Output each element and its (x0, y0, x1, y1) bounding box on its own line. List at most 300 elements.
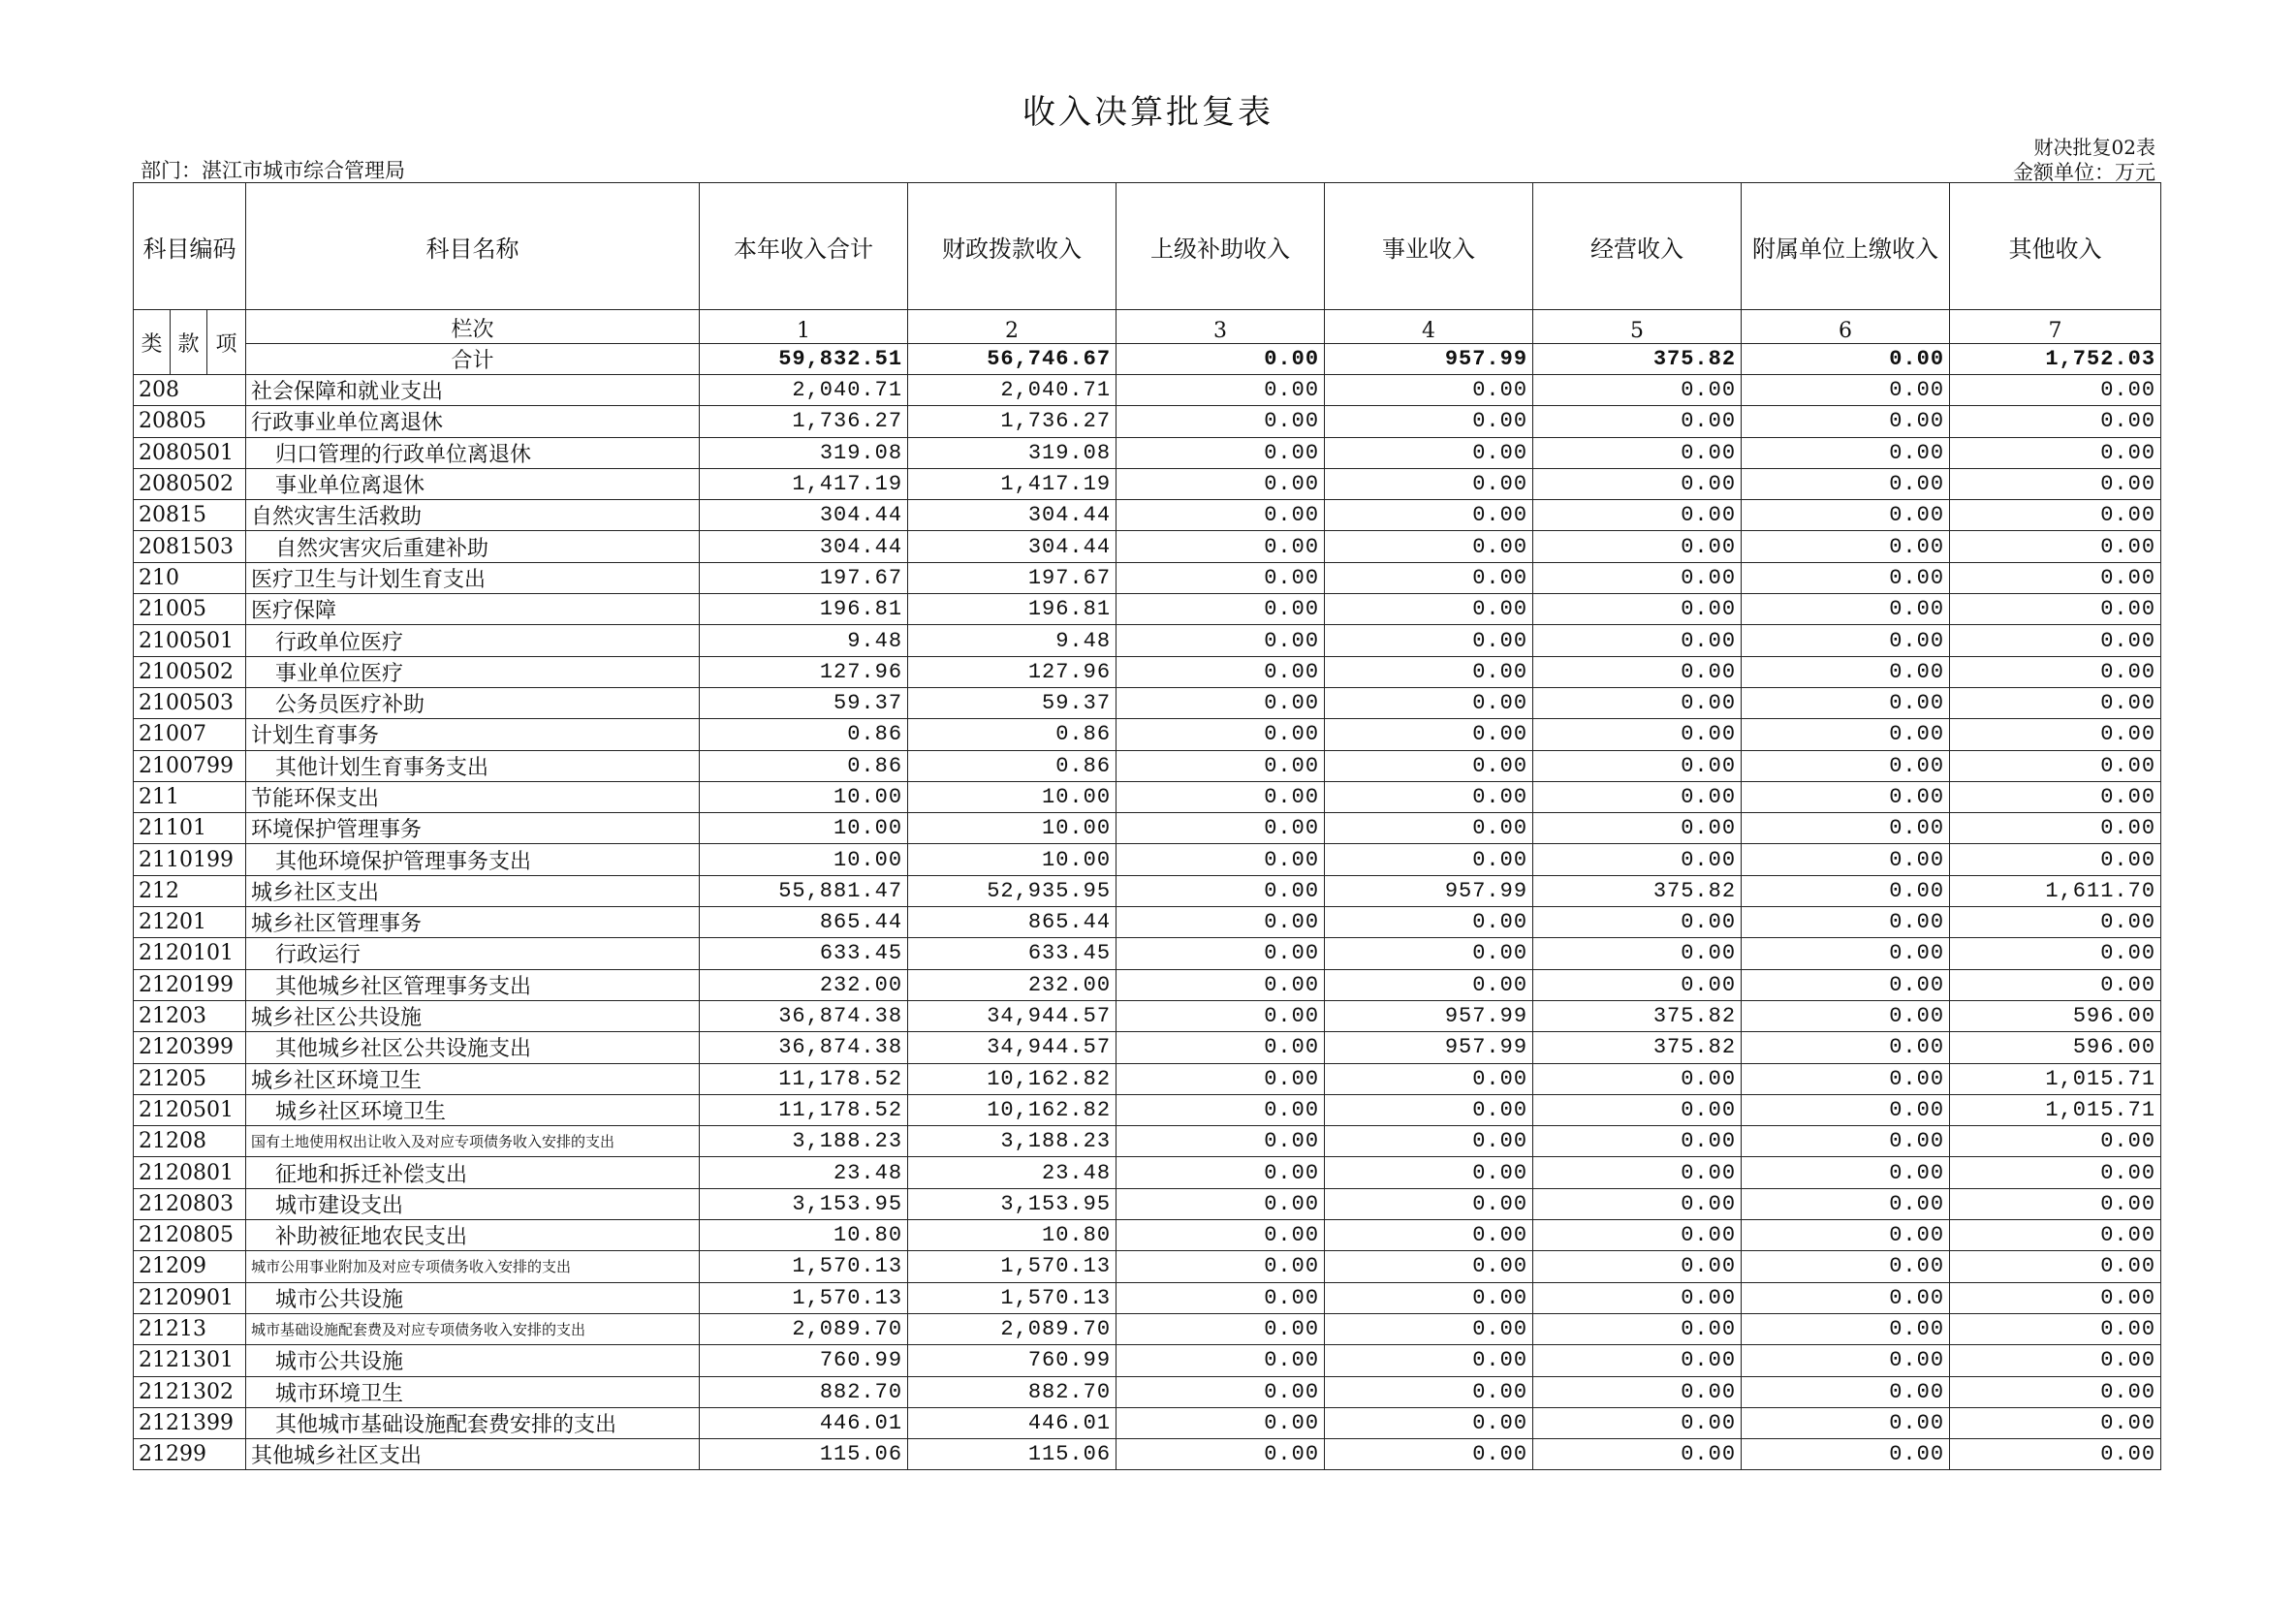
row-value: 0.00 (1950, 813, 2161, 844)
row-value: 0.00 (1533, 375, 1742, 406)
row-value: 127.96 (700, 656, 908, 687)
row-value: 596.00 (1950, 1032, 2161, 1063)
row-value: 59.37 (908, 687, 1117, 718)
row-code: 2100799 (134, 750, 246, 781)
row-name: 其他城乡社区管理事务支出 (246, 969, 700, 1000)
row-value: 0.00 (1325, 500, 1533, 531)
row-value: 0.00 (1950, 1313, 2161, 1344)
table-row (134, 1376, 2161, 1407)
row-value: 760.99 (908, 1345, 1117, 1376)
row-value: 0.00 (1742, 875, 1950, 906)
row-value: 0.00 (1950, 969, 2161, 1000)
row-name: 城乡社区支出 (246, 875, 700, 906)
row-name: 行政事业单位离退休 (246, 406, 700, 437)
row-value: 0.00 (1117, 1000, 1325, 1031)
row-name: 公务员医疗补助 (246, 687, 700, 718)
row-name: 城市公用事业附加及对应专项债务收入安排的支出 (246, 1251, 700, 1282)
table-row (134, 468, 2161, 499)
row-value: 0.00 (1950, 781, 2161, 812)
row-value: 0.00 (1325, 468, 1533, 499)
row-code: 2080501 (134, 437, 246, 468)
row-code: 20805 (134, 406, 246, 437)
row-value: 10.80 (908, 1220, 1117, 1251)
table-row (134, 844, 2161, 875)
row-value: 10.00 (700, 813, 908, 844)
row-value: 0.00 (1950, 1439, 2161, 1470)
row-code: 20815 (134, 500, 246, 531)
row-code: 2121399 (134, 1407, 246, 1438)
row-value: 10,162.82 (908, 1063, 1117, 1094)
row-value: 0.00 (1325, 813, 1533, 844)
row-value: 0.00 (1117, 562, 1325, 593)
total-value: 375.82 (1533, 344, 1742, 375)
column-number: 5 (1533, 310, 1742, 344)
row-value: 0.00 (1325, 375, 1533, 406)
row-value: 0.00 (1950, 750, 2161, 781)
row-name: 社会保障和就业支出 (246, 375, 700, 406)
row-code: 208 (134, 375, 246, 406)
total-value: 59,832.51 (700, 344, 908, 375)
row-value: 0.00 (1533, 406, 1742, 437)
row-code: 2121301 (134, 1345, 246, 1376)
row-value: 52,935.95 (908, 875, 1117, 906)
header-col-4: 事业收入 (1325, 183, 1533, 310)
row-value: 0.00 (1950, 907, 2161, 938)
row-value: 0.00 (1117, 1220, 1325, 1251)
row-value: 0.00 (1325, 719, 1533, 750)
row-value: 1,570.13 (700, 1282, 908, 1313)
row-value: 0.00 (1533, 531, 1742, 562)
row-value: 0.00 (1325, 1345, 1533, 1376)
row-value: 0.00 (1742, 1094, 1950, 1125)
row-value: 0.00 (1950, 406, 2161, 437)
row-value: 0.00 (1533, 1157, 1742, 1188)
row-value: 0.00 (1950, 1282, 2161, 1313)
row-value: 446.01 (700, 1407, 908, 1438)
row-value: 0.00 (1950, 1376, 2161, 1407)
row-code: 2120501 (134, 1094, 246, 1125)
column-number-row (134, 310, 2161, 344)
row-value: 0.00 (1950, 1407, 2161, 1438)
header-col-7: 其他收入 (1950, 183, 2161, 310)
header-col-5: 经营收入 (1533, 183, 1742, 310)
row-value: 0.00 (1533, 625, 1742, 656)
row-value: 304.44 (908, 531, 1117, 562)
row-value: 0.00 (1950, 687, 2161, 718)
row-value: 0.00 (1117, 500, 1325, 531)
row-value: 1,570.13 (908, 1251, 1117, 1282)
row-value: 0.00 (1533, 500, 1742, 531)
row-value: 115.06 (700, 1439, 908, 1470)
table-row (134, 375, 2161, 406)
row-name: 其他城市基础设施配套费安排的支出 (246, 1407, 700, 1438)
row-value: 0.00 (1533, 1439, 1742, 1470)
row-value: 0.00 (1742, 1126, 1950, 1157)
header-name: 科目名称 (246, 183, 700, 310)
row-code: 21201 (134, 907, 246, 938)
row-value: 0.00 (1742, 1282, 1950, 1313)
row-value: 0.86 (700, 719, 908, 750)
row-value: 0.00 (1117, 1376, 1325, 1407)
table-row (134, 1000, 2161, 1031)
table-row (134, 1313, 2161, 1344)
row-value: 3,153.95 (700, 1188, 908, 1219)
row-value: 23.48 (700, 1157, 908, 1188)
row-value: 0.00 (1325, 531, 1533, 562)
row-value: 10.80 (700, 1220, 908, 1251)
row-value: 0.00 (1742, 437, 1950, 468)
row-value: 0.00 (1533, 1376, 1742, 1407)
row-code: 21209 (134, 1251, 246, 1282)
row-value: 633.45 (700, 938, 908, 969)
row-name: 补助被征地农民支出 (246, 1220, 700, 1251)
row-name: 医疗保障 (246, 594, 700, 625)
table-row (134, 562, 2161, 593)
row-name: 事业单位医疗 (246, 656, 700, 687)
row-name: 行政单位医疗 (246, 625, 700, 656)
row-value: 0.00 (1117, 437, 1325, 468)
row-value: 0.00 (1117, 1439, 1325, 1470)
row-value: 0.00 (1950, 500, 2161, 531)
row-value: 0.00 (1950, 1126, 2161, 1157)
row-value: 882.70 (700, 1376, 908, 1407)
header-col-1: 本年收入合计 (700, 183, 908, 310)
total-value: 1,752.03 (1950, 344, 2161, 375)
table-row (134, 719, 2161, 750)
row-value: 0.00 (1533, 594, 1742, 625)
row-name: 国有土地使用权出让收入及对应专项债务收入安排的支出 (246, 1126, 700, 1157)
row-value: 0.00 (1742, 1439, 1950, 1470)
row-name: 其他计划生育事务支出 (246, 750, 700, 781)
row-value: 0.00 (1533, 562, 1742, 593)
row-value: 36,874.38 (700, 1000, 908, 1031)
row-value: 0.00 (1325, 781, 1533, 812)
row-value: 0.00 (1325, 1157, 1533, 1188)
row-value: 0.00 (1325, 687, 1533, 718)
row-value: 0.00 (1742, 938, 1950, 969)
column-number: 2 (908, 310, 1117, 344)
department-label: 部门：湛江市城市综合管理局 (141, 159, 405, 182)
row-value: 0.00 (1533, 1345, 1742, 1376)
row-value: 596.00 (1950, 1000, 2161, 1031)
column-number: 1 (700, 310, 908, 344)
row-code: 21007 (134, 719, 246, 750)
row-name: 城市环境卫生 (246, 1376, 700, 1407)
row-value: 0.00 (1742, 1188, 1950, 1219)
row-value: 0.00 (1742, 594, 1950, 625)
row-value: 0.00 (1117, 938, 1325, 969)
row-value: 865.44 (908, 907, 1117, 938)
row-value: 0.00 (1950, 468, 2161, 499)
row-value: 0.00 (1950, 562, 2161, 593)
table-row (134, 500, 2161, 531)
column-row-label: 栏次 (246, 310, 700, 344)
row-value: 0.00 (1742, 1407, 1950, 1438)
row-name: 城市建设支出 (246, 1188, 700, 1219)
row-code: 211 (134, 781, 246, 812)
row-code: 2100502 (134, 656, 246, 687)
row-value: 0.00 (1533, 1313, 1742, 1344)
row-value: 10,162.82 (908, 1094, 1117, 1125)
class-label-xiang: 项 (207, 310, 246, 375)
row-value: 1,736.27 (700, 406, 908, 437)
row-value: 0.00 (1742, 1032, 1950, 1063)
row-value: 375.82 (1533, 875, 1742, 906)
table-row (134, 1407, 2161, 1438)
row-value: 0.86 (700, 750, 908, 781)
row-code: 2121302 (134, 1376, 246, 1407)
row-code: 2120801 (134, 1157, 246, 1188)
row-code: 2120803 (134, 1188, 246, 1219)
row-value: 3,188.23 (908, 1126, 1117, 1157)
row-value: 0.00 (1950, 844, 2161, 875)
row-value: 0.00 (1742, 1313, 1950, 1344)
row-value: 232.00 (908, 969, 1117, 1000)
row-value: 957.99 (1325, 875, 1533, 906)
row-value: 11,178.52 (700, 1094, 908, 1125)
row-value: 1,015.71 (1950, 1094, 2161, 1125)
class-label-kuan: 款 (171, 310, 207, 375)
row-value: 1,611.70 (1950, 875, 2161, 906)
row-value: 0.00 (1117, 531, 1325, 562)
row-value: 0.00 (1950, 1251, 2161, 1282)
row-value: 1,417.19 (700, 468, 908, 499)
row-name: 节能环保支出 (246, 781, 700, 812)
row-code: 2120901 (134, 1282, 246, 1313)
row-value: 0.00 (1325, 437, 1533, 468)
row-value: 10.00 (908, 844, 1117, 875)
total-label: 合计 (246, 344, 700, 375)
row-value: 0.00 (1117, 1126, 1325, 1157)
row-value: 2,040.71 (908, 375, 1117, 406)
row-value: 0.00 (1117, 844, 1325, 875)
row-value: 197.67 (908, 562, 1117, 593)
row-value: 0.00 (1533, 437, 1742, 468)
row-value: 0.00 (1533, 813, 1742, 844)
row-value: 0.00 (1742, 500, 1950, 531)
table-row (134, 1032, 2161, 1063)
table-row (134, 1345, 2161, 1376)
row-value: 0.00 (1117, 813, 1325, 844)
table-row (134, 750, 2161, 781)
row-value: 127.96 (908, 656, 1117, 687)
row-value: 115.06 (908, 1439, 1117, 1470)
row-value: 0.00 (1950, 375, 2161, 406)
row-value: 0.00 (1533, 1188, 1742, 1219)
row-name: 事业单位离退休 (246, 468, 700, 499)
table-row (134, 875, 2161, 906)
row-value: 9.48 (908, 625, 1117, 656)
row-value: 1,736.27 (908, 406, 1117, 437)
row-value: 0.00 (1533, 969, 1742, 1000)
row-value: 304.44 (908, 500, 1117, 531)
header-row (134, 183, 2161, 310)
row-value: 0.00 (1950, 938, 2161, 969)
header-col-2: 财政拨款收入 (908, 183, 1117, 310)
table-row (134, 1063, 2161, 1094)
row-code: 21213 (134, 1313, 246, 1344)
row-value: 10.00 (908, 813, 1117, 844)
column-number: 3 (1117, 310, 1325, 344)
column-number: 7 (1950, 310, 2161, 344)
table-row (134, 813, 2161, 844)
row-code: 21299 (134, 1439, 246, 1470)
row-value: 0.00 (1533, 1407, 1742, 1438)
row-value: 0.00 (1950, 594, 2161, 625)
row-code: 21208 (134, 1126, 246, 1157)
row-value: 0.00 (1533, 687, 1742, 718)
row-value: 59.37 (700, 687, 908, 718)
row-value: 0.00 (1117, 1345, 1325, 1376)
row-value: 0.00 (1325, 406, 1533, 437)
row-value: 0.00 (1117, 594, 1325, 625)
row-code: 2120199 (134, 969, 246, 1000)
row-value: 232.00 (700, 969, 908, 1000)
row-value: 0.00 (1325, 750, 1533, 781)
row-value: 0.00 (1742, 1376, 1950, 1407)
row-value: 0.00 (1325, 1188, 1533, 1219)
row-value: 0.00 (1533, 1282, 1742, 1313)
row-code: 2120101 (134, 938, 246, 969)
row-name: 归口管理的行政单位离退休 (246, 437, 700, 468)
row-code: 2120399 (134, 1032, 246, 1063)
row-value: 0.00 (1325, 1251, 1533, 1282)
column-number: 6 (1742, 310, 1950, 344)
row-code: 21101 (134, 813, 246, 844)
row-value: 2,089.70 (908, 1313, 1117, 1344)
row-code: 2110199 (134, 844, 246, 875)
table-row (134, 687, 2161, 718)
income-table (133, 182, 2161, 1470)
row-value: 0.00 (1742, 1157, 1950, 1188)
row-value: 0.00 (1325, 594, 1533, 625)
row-value: 0.00 (1742, 750, 1950, 781)
row-value: 0.00 (1533, 1094, 1742, 1125)
row-name: 其他城乡社区支出 (246, 1439, 700, 1470)
row-code: 210 (134, 562, 246, 593)
row-value: 0.00 (1533, 1220, 1742, 1251)
table-row (134, 938, 2161, 969)
row-value: 0.00 (1742, 1345, 1950, 1376)
row-value: 0.00 (1117, 1188, 1325, 1219)
row-value: 760.99 (700, 1345, 908, 1376)
row-value: 0.00 (1117, 969, 1325, 1000)
row-value: 10.00 (908, 781, 1117, 812)
row-value: 0.00 (1742, 781, 1950, 812)
row-value: 0.00 (1117, 468, 1325, 499)
row-value: 0.00 (1325, 1094, 1533, 1125)
row-value: 0.00 (1117, 1094, 1325, 1125)
row-code: 2080502 (134, 468, 246, 499)
row-value: 633.45 (908, 938, 1117, 969)
row-value: 0.00 (1325, 1282, 1533, 1313)
row-value: 304.44 (700, 500, 908, 531)
row-value: 0.00 (1742, 969, 1950, 1000)
row-value: 0.00 (1325, 969, 1533, 1000)
row-value: 304.44 (700, 531, 908, 562)
table-row (134, 1439, 2161, 1470)
header-col-6: 附属单位上缴收入 (1742, 183, 1950, 310)
row-name: 城市公共设施 (246, 1345, 700, 1376)
row-code: 21203 (134, 1000, 246, 1031)
total-value: 0.00 (1117, 344, 1325, 375)
row-value: 865.44 (700, 907, 908, 938)
row-value: 0.00 (1325, 562, 1533, 593)
row-name: 城市基础设施配套费及对应专项债务收入安排的支出 (246, 1313, 700, 1344)
row-value: 0.00 (1742, 375, 1950, 406)
row-value: 0.00 (1325, 907, 1533, 938)
row-value: 0.00 (1742, 468, 1950, 499)
row-value: 0.00 (1533, 468, 1742, 499)
row-value: 0.00 (1117, 1032, 1325, 1063)
row-name: 城乡社区公共设施 (246, 1000, 700, 1031)
row-name: 自然灾害灾后重建补助 (246, 531, 700, 562)
table-row (134, 656, 2161, 687)
row-code: 21205 (134, 1063, 246, 1094)
row-value: 0.00 (1742, 687, 1950, 718)
row-value: 0.00 (1325, 1220, 1533, 1251)
row-code: 2081503 (134, 531, 246, 562)
row-value: 11,178.52 (700, 1063, 908, 1094)
row-value: 0.00 (1325, 1313, 1533, 1344)
row-value: 882.70 (908, 1376, 1117, 1407)
row-value: 0.00 (1950, 625, 2161, 656)
row-value: 0.00 (1742, 1251, 1950, 1282)
row-value: 0.00 (1533, 907, 1742, 938)
table-row (134, 969, 2161, 1000)
row-value: 0.00 (1117, 875, 1325, 906)
row-value: 0.00 (1950, 1157, 2161, 1188)
row-code: 2100501 (134, 625, 246, 656)
row-value: 0.00 (1742, 656, 1950, 687)
row-name: 自然灾害生活救助 (246, 500, 700, 531)
row-value: 2,040.71 (700, 375, 908, 406)
row-value: 2,089.70 (700, 1313, 908, 1344)
class-label-lei: 类 (134, 310, 171, 375)
row-name: 其他城乡社区公共设施支出 (246, 1032, 700, 1063)
header-code: 科目编码 (134, 183, 246, 310)
row-value: 0.00 (1950, 1188, 2161, 1219)
row-value: 0.00 (1742, 1063, 1950, 1094)
row-value: 10.00 (700, 781, 908, 812)
row-value: 34,944.57 (908, 1032, 1117, 1063)
row-value: 0.00 (1325, 938, 1533, 969)
row-value: 0.00 (1742, 562, 1950, 593)
row-value: 0.00 (1117, 1157, 1325, 1188)
row-value: 3,153.95 (908, 1188, 1117, 1219)
row-value: 0.86 (908, 750, 1117, 781)
row-value: 0.00 (1325, 1439, 1533, 1470)
row-value: 0.00 (1117, 1282, 1325, 1313)
table-row (134, 1282, 2161, 1313)
row-value: 375.82 (1533, 1032, 1742, 1063)
row-value: 0.00 (1325, 1063, 1533, 1094)
row-value: 0.00 (1117, 375, 1325, 406)
row-name: 计划生育事务 (246, 719, 700, 750)
total-value: 56,746.67 (908, 344, 1117, 375)
row-value: 0.00 (1742, 813, 1950, 844)
row-value: 0.00 (1117, 1251, 1325, 1282)
row-value: 197.67 (700, 562, 908, 593)
row-value: 3,188.23 (700, 1126, 908, 1157)
row-value: 319.08 (700, 437, 908, 468)
row-name: 其他环境保护管理事务支出 (246, 844, 700, 875)
row-name: 环境保护管理事务 (246, 813, 700, 844)
row-value: 10.00 (700, 844, 908, 875)
table-row (134, 1220, 2161, 1251)
header-col-3: 上级补助收入 (1117, 183, 1325, 310)
row-value: 0.00 (1533, 1251, 1742, 1282)
